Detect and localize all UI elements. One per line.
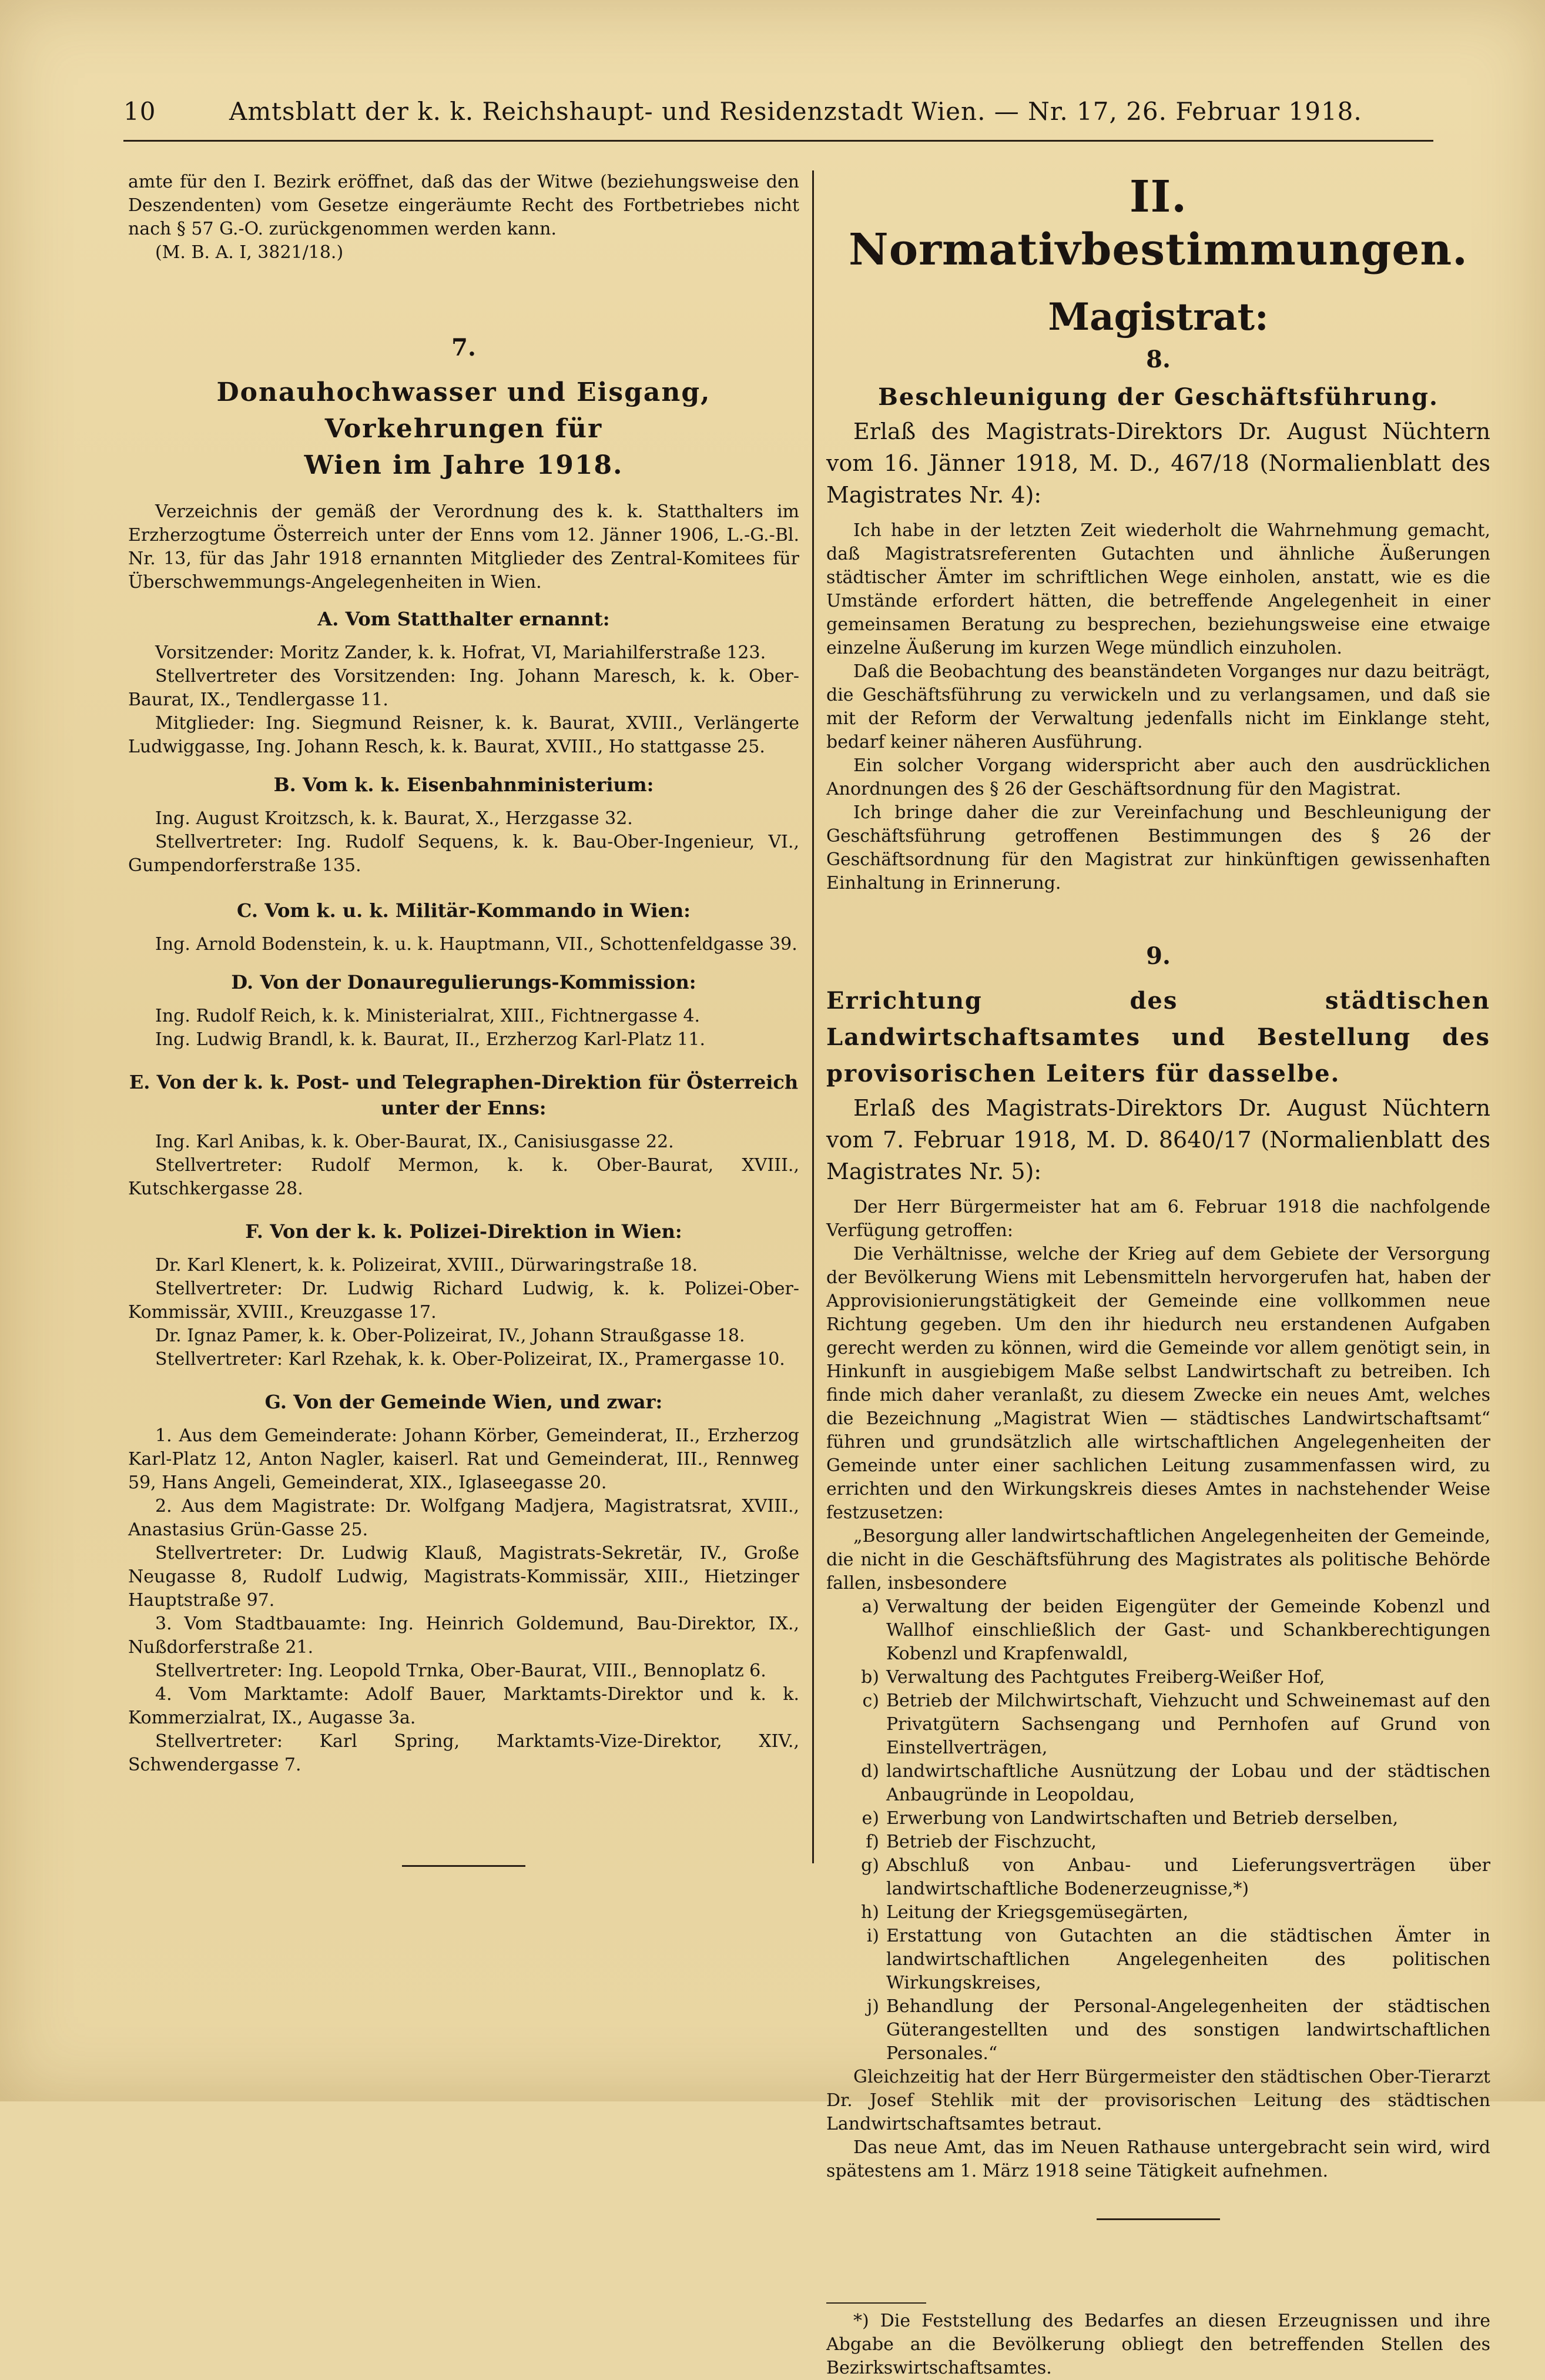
entry-a2: Stellvertreter des Vorsitzenden: Ing. Johann Maresch, k. k. Ober-Baurat, IX., Tendlergasse 11. [128, 666, 799, 710]
intro-reference: (M. B. A. I, 3821/18.) [155, 242, 344, 263]
section-number-8: 8. [1146, 346, 1171, 373]
entry-b1: Ing. August Kroitzsch, k. k. Baurat, X., Herzgasse 32. [155, 808, 633, 829]
s8-paragraph-4: Ich bringe daher die zur Vereinfachung und Beschleunigung der Geschäftsführung getroffenen Bestimmungen des § 26 der Geschäftsordnung für den Magistrat zur hinkünftigen gewissenhaften Einhaltung in Erinnerung. [826, 802, 1490, 893]
entry-g4: 3. Vom Stadtbauamte: Ing. Heinrich Goldemund, Bau-Direktor, IX., Nußdorferstraße 21. [128, 1614, 799, 1658]
verzeichnis-paragraph: Verzeichnis der gemäß der Verordnung des k. k. Statthalters im Erzherzogtume Österreich unter der Enns vom 12. Jänner 1906, L.-G.-Bl. Nr. 13, für das Jahr 1918 ernannten Mitglieder des Zentral-Komitees für Überschwemmungs-Angelegenheiten in Wien. [128, 501, 799, 593]
footnote: *) Die Feststellung des Bedarfes an diesen Erzeugnissen und ihre Abgabe an die Bevölkerung obliegt den betreffenden Stellen des Bezirkswirtschaftsamtes. [826, 2311, 1490, 2378]
entry-g6: 4. Vom Marktamte: Adolf Bauer, Marktamts-Direktor und k. k. Kommerzialrat, IX., Augasse 3a. [128, 1684, 799, 1728]
list-item: e) Erwerbung von Landwirtschaften und Betrieb derselben, [862, 1808, 1399, 1829]
list-item: b) Verwaltung des Pachtgutes Freiberg-Weißer Hof, [861, 1667, 1325, 1688]
list-item: g) Abschluß von Anbau- und Lieferungsverträgen über landwirtschaftliche Bodenerzeugnisse,*) [861, 1855, 1490, 1899]
s9-paragraph-5: Das neue Amt, das im Neuen Rathause untergebracht sein wird, wird spätestens am 1. März 1918 seine Tätigkeit aufnehmen. [826, 2137, 1490, 2181]
section-title-7-line1: Donauhochwasser und Eisgang, Vorkehrungen für [216, 377, 711, 444]
list-item: a) Verwaltung der beiden Eigengüter der Gemeinde Kobenzl und Wallhof einschließlich der Gast- und Schankberechtigungen Kobenzl und Krapfenwaldl, [862, 1596, 1490, 1664]
entry-c1: Ing. Arnold Bodenstein, k. u. k. Hauptmann, VII., Schottenfeldgasse 39. [155, 934, 797, 955]
s9-paragraph-3: „Besorgung aller landwirtschaftlichen Angelegenheiten der Gemeinde, die nicht in die Geschäftsführung des Magistrates als politische Behörde fallen, insbesondere [826, 1526, 1490, 1594]
s9-list [826, 1595, 1490, 2066]
column-divider [812, 170, 814, 1863]
entry-e2: Stellvertreter: Rudolf Mermon, k. k. Ober-Baurat, XVIII., Kutschkergasse 28. [128, 1155, 799, 1199]
entry-b2: Stellvertreter: Ing. Rudolf Sequens, k. k. Bau-Ober-Ingenieur, VI., Gumpendorferstraße 135. [128, 832, 799, 876]
s8-paragraph-2: Daß die Beobachtung des beanständeten Vorganges nur dazu beiträgt, die Geschäftsführung zu verwickeln und zu verlangsamen, und daß sie mit der Reform der Verwaltung jedenfalls nicht im Einklange steht, bedarf keiner näheren Ausführung. [826, 661, 1490, 752]
right-column [826, 170, 1490, 2380]
entry-g3: Stellvertreter: Dr. Ludwig Klauß, Magistrats-Sekretär, IV., Große Neugasse 8, Rudolf Ludwig, Magistrats-Kommissär, XIII., Hietzinger Hauptstraße 97. [128, 1543, 799, 1611]
s9-paragraph-1: Der Herr Bürgermeister hat am 6. Februar 1918 die nachfolgende Verfügung getroffen: [826, 1197, 1490, 1241]
entry-e1: Ing. Karl Anibas, k. k. Ober-Baurat, IX., Canisiusgasse 22. [155, 1132, 674, 1152]
section-title-9: Errichtung des städtischen Landwirtschaftsamtes und Bestellung des provisorischen Leiters für dasselbe. [826, 987, 1490, 1087]
s9-paragraph-4: Gleichzeitig hat der Herr Bürgermeister den städtischen Ober-Tierarzt Dr. Josef Stehlik mit der provisorischen Leitung des städtischen Landwirtschaftsamtes betraut. [826, 2067, 1490, 2134]
end-rule-left [402, 1865, 525, 1867]
entry-a3: Mitglieder: Ing. Siegmund Reisner, k. k. Baurat, XVIII., Verlängerte Ludwiggasse, Ing. Johann Resch, k. k. Baurat, XVIII., Ho stattgasse 25. [128, 713, 799, 757]
list-item: d) landwirtschaftliche Ausnützung der Lobau und der städtischen Anbaugründe in Leopoldau, [861, 1761, 1490, 1805]
heading-a: A. Vom Statthalter ernannt: [317, 608, 610, 630]
left-column [128, 170, 799, 1867]
section-title-7-line2: Wien im Jahre 1918. [304, 450, 624, 480]
page-header [123, 97, 1433, 138]
heading-d: D. Von der Donauregulierungs-Kommission: [231, 971, 696, 993]
entry-g2: 2. Aus dem Magistrate: Dr. Wolfgang Madjera, Magistratsrat, XVIII., Anastasius Grün-Gasse 25. [128, 1496, 799, 1540]
section-title-8: Beschleunigung der Geschäftsführung. [878, 383, 1439, 411]
header-rule [123, 140, 1433, 142]
entry-f3: Dr. Ignaz Pamer, k. k. Ober-Polizeirat, IV., Johann Straußgasse 18. [155, 1325, 745, 1346]
heading-c: C. Vom k. u. k. Militär-Kommando in Wien: [237, 899, 691, 922]
entry-f2: Stellvertreter: Dr. Ludwig Richard Ludwig, k. k. Polizei-Ober-Kommissär, XVIII., Kreuzgasse 17. [128, 1278, 799, 1323]
entry-g7: Stellvertreter: Karl Spring, Marktamts-Vize-Direktor, XIV., Schwendergasse 7. [128, 1731, 799, 1775]
erlass-8: Erlaß des Magistrats-Direktors Dr. August Nüchtern vom 16. Jänner 1918, M. D., 467/18 (Normalienblatt des Magistrates Nr. 4): [826, 419, 1490, 508]
list-item: h) Leitung der Kriegsgemüsegärten, [860, 1902, 1189, 1923]
entry-d1: Ing. Rudolf Reich, k. k. Ministerialrat, XIII., Fichtnergasse 4. [155, 1006, 701, 1026]
entry-g5: Stellvertreter: Ing. Leopold Trnka, Ober-Baurat, VIII., Bennoplatz 6. [155, 1661, 766, 1681]
heading-g: G. Von der Gemeinde Wien, und zwar: [264, 1391, 663, 1413]
intro-paragraph: amte für den I. Bezirk eröffnet, daß das der Witwe (beziehungsweise den Deszendenten) vom Gesetze eingeräumte Recht des Fortbetriebes nicht nach § 57 G.-O. zurückgenommen werden kann. [128, 172, 799, 239]
main-title: II. Normativbestimmungen. [849, 172, 1468, 275]
page-number: 10 [123, 97, 156, 126]
list-item: f) Betrieb der Fischzucht, [866, 1832, 1097, 1852]
entry-d2: Ing. Ludwig Brandl, k. k. Baurat, II., Erzherzog Karl-Platz 11. [155, 1029, 706, 1050]
entry-a1: Vorsitzender: Moritz Zander, k. k. Hofrat, VI, Mariahilferstraße 123. [155, 642, 766, 663]
erlass-9: Erlaß des Magistrats-Direktors Dr. August Nüchtern vom 7. Februar 1918, M. D. 8640/17 (Normalienblatt des Magistrates Nr. 5): [826, 1095, 1490, 1184]
s8-paragraph-1: Ich habe in der letzten Zeit wiederholt die Wahrnehmung gemacht, daß Magistratsreferenten Gutachten und ähnliche Äußerungen städtischer Ämter im schriftlichen Wege einholen, anstatt, wie es die Umstände erfordert hätten, die betreffende Angelegenheit in einer gemeinsamen Beratung zu besprechen, beziehungsweise eine etwaige einzelne Äußerung im kurzen Wege mündlich einzuholen. [826, 520, 1490, 658]
section-number-7: 7. [451, 334, 476, 361]
section-number-9: 9. [1146, 942, 1171, 970]
list-item: i) Erstattung von Gutachten an die städtischen Ämter in landwirtschaftlichen Angelegenheiten des politischen Wirkungskreises, [866, 1926, 1490, 1993]
running-title: Amtsblatt der k. k. Reichshaupt- und Residenzstadt Wien. — Nr. 17, 26. Februar 1918. [229, 97, 1362, 126]
heading-e: E. Von der k. k. Post- und Telegraphen-Direktion für Österreich unter der Enns: [129, 1071, 799, 1119]
entry-f4: Stellvertreter: Karl Rzehak, k. k. Ober-Polizeirat, IX., Pramergasse 10. [155, 1349, 785, 1370]
heading-f: F. Von der k. k. Polizei-Direktion in Wien: [245, 1220, 682, 1243]
magistrat-title: Magistrat: [1048, 295, 1269, 339]
s8-paragraph-3: Ein solcher Vorgang widerspricht aber auch den ausdrücklichen Anordnungen des § 26 der Geschäftsordnung für den Magistrat. [826, 755, 1490, 799]
entry-g1: 1. Aus dem Gemeinderate: Johann Körber, Gemeinderat, II., Erzherzog Karl-Platz 12, Anton Nagler, kaiserl. Rat und Gemeinderat, III., Rennweg 59, Hans Angeli, Gemeinderat, XIX., Iglaseegasse 20. [128, 1425, 799, 1493]
list-item: c) Betrieb der Milchwirtschaft, Viehzucht und Schweinemast auf den Privatgütern Sachsengang und Pernhofen auf Grund von Einstellverträgen, [862, 1691, 1490, 1758]
entry-f1: Dr. Karl Klenert, k. k. Polizeirat, XVIII., Dürwaringstraße 18. [155, 1255, 698, 1276]
list-item: j) Behandlung der Personal-Angelegenheiten der städtischen Güterangestellten und des sonstigen landwirtschaftlichen Personales.“ [866, 1996, 1490, 2064]
heading-b: B. Vom k. k. Eisenbahnministerium: [273, 774, 654, 796]
s9-paragraph-2: Die Verhältnisse, welche der Krieg auf dem Gebiete der Versorgung der Bevölkerung Wiens mit Lebensmitteln hervorgerufen hat, haben der Approvisionierungstätigkeit der Gemeinde eine vollkommen neue Richtung gegeben. Um den ihr hiedurch neu erstandenen Aufgaben gerecht werden zu können, wird die Gemeinde vor allem genötigt sein, in Hinkunft in ausgiebigem Maße selbst Landwirtschaft zu betreiben. Ich finde mich daher veranlaßt, zu diesem Zwecke ein neues Amt, welches die Bezeichnung „Magistrat Wien — städtisches Landwirtschaftsamt“ führen und grundsätzlich alle wirtschaftlichen Angelegenheiten der Gemeinde unter einer sachlichen Leitung zusammenfassen wird, zu errichten und den Wirkungskreis dieses Amtes in nachstehender Weise festzusetzen: [826, 1244, 1490, 1523]
